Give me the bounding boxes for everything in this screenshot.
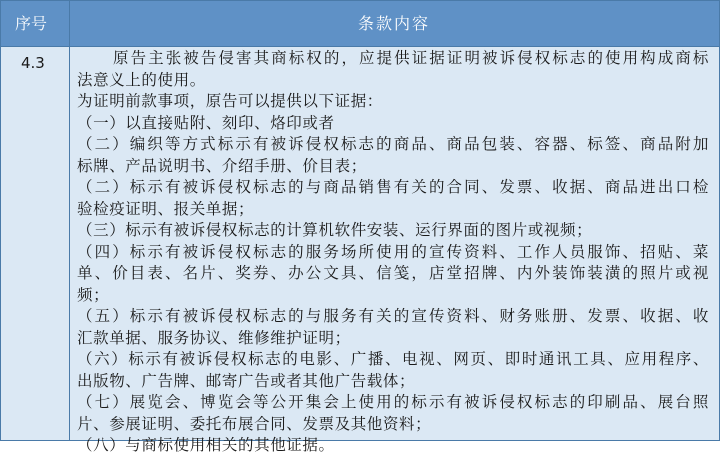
header-seq: 序号 bbox=[15, 14, 48, 33]
clause-line: （五）标示有被诉侵权标志的与服务有关的宣传资料、财务账册、发票、收据、收 bbox=[77, 307, 709, 325]
clause-line: （七）展览会、博览会等公开集会上使用的标示有被诉侵权标志的印刷品、展台照 bbox=[77, 393, 709, 411]
clause-line: 片、参展证明、委托布展合同、发票及其他资料； bbox=[77, 414, 432, 433]
clause-body bbox=[77, 48, 709, 457]
clause-line: （八）与商标使用相关的其他证据。 bbox=[77, 436, 335, 454]
clause-line: 出版物、广告牌、邮寄广告或者其他广告载体； bbox=[77, 371, 416, 390]
clause-line: （一）以直接贴附、刻印、烙印或者 bbox=[77, 113, 335, 132]
clause-line: 标牌、产品说明书、介绍手册、价目表； bbox=[77, 156, 367, 175]
clause-line: （二）编织等方式标示有被诉侵权标志的商品、商品包装、容器、标签、商品附加 bbox=[77, 135, 709, 153]
clause-line: 频； bbox=[77, 285, 110, 304]
clause-line: 原告主张被告侵害其商标权的，应提供证据证明被诉侵权标志的使用构成商标 bbox=[113, 49, 709, 67]
clause-line: （四）标示有被诉侵权标志的服务场所使用的宣传资料、工作人员服饰、招贴、菜 bbox=[77, 242, 709, 261]
clause-line: 单、价目表、名片、奖券、办公文具、信笺，店堂招牌、内外装饰装潢的照片或视 bbox=[77, 264, 709, 282]
table-header bbox=[1, 1, 719, 47]
row-seq-number: 4.3 bbox=[21, 54, 45, 72]
clause-line: 汇款单据、服务协议、维修维护证明； bbox=[77, 328, 351, 347]
clause-line: （三）标示有被诉侵权标志的计算机软件安装、运行界面的图片或视频； bbox=[77, 221, 593, 239]
column-divider bbox=[69, 1, 70, 440]
clause-line: 法意义上的使用。 bbox=[77, 70, 206, 89]
clause-line: （二）标示有被诉侵权标志的与商品销售有关的合同、发票、收据、商品进出口检 bbox=[77, 178, 709, 196]
clause-line: 为证明前款事项，原告可以提供以下证据： bbox=[77, 92, 383, 110]
header-clause: 条款内容 bbox=[357, 14, 430, 33]
clause-line: 验检疫证明、报关单据； bbox=[77, 199, 255, 218]
clause-line: （六）标示有被诉侵权标志的电影、广播、电视、网页、即时通讯工具、应用程序、 bbox=[77, 350, 709, 368]
